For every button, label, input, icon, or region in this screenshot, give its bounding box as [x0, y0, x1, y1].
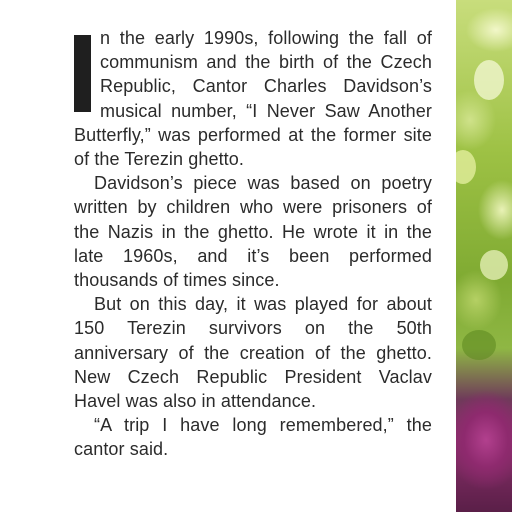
leaf-shadow	[462, 330, 496, 360]
paragraph-4: “A trip I have long remembered,” the cantor said.	[74, 415, 432, 460]
leaf-highlight	[480, 250, 508, 280]
article-body	[74, 26, 432, 462]
leaf-highlight	[474, 60, 504, 100]
flower-petal	[456, 380, 512, 512]
paragraph-1-text: n the early 1990s, following the fall of communism and the birth of the Czech Republic, Cantor Charles Davidson’s musical number, “I Never Saw Another Butterfly,” was performed at the former site of the Terezin ghetto.	[74, 28, 432, 170]
drop-cap	[74, 35, 91, 112]
butterfly-flower-photo	[456, 0, 512, 512]
paragraph-1	[74, 26, 432, 171]
paragraph-2: Davidson’s piece was based on poetry written by children who were prisoners of the Nazis in the ghetto. He wrote it in the late 1960s, and it’s been performed thousands of times since.	[74, 173, 432, 291]
paragraph-3: But on this day, it was played for about 150 Terezin survivors on the 50th anniversary of the creation of the ghetto. New Czech Republic President Vaclav Havel was also in attendance.	[74, 294, 432, 412]
leaf-highlight	[456, 150, 476, 184]
